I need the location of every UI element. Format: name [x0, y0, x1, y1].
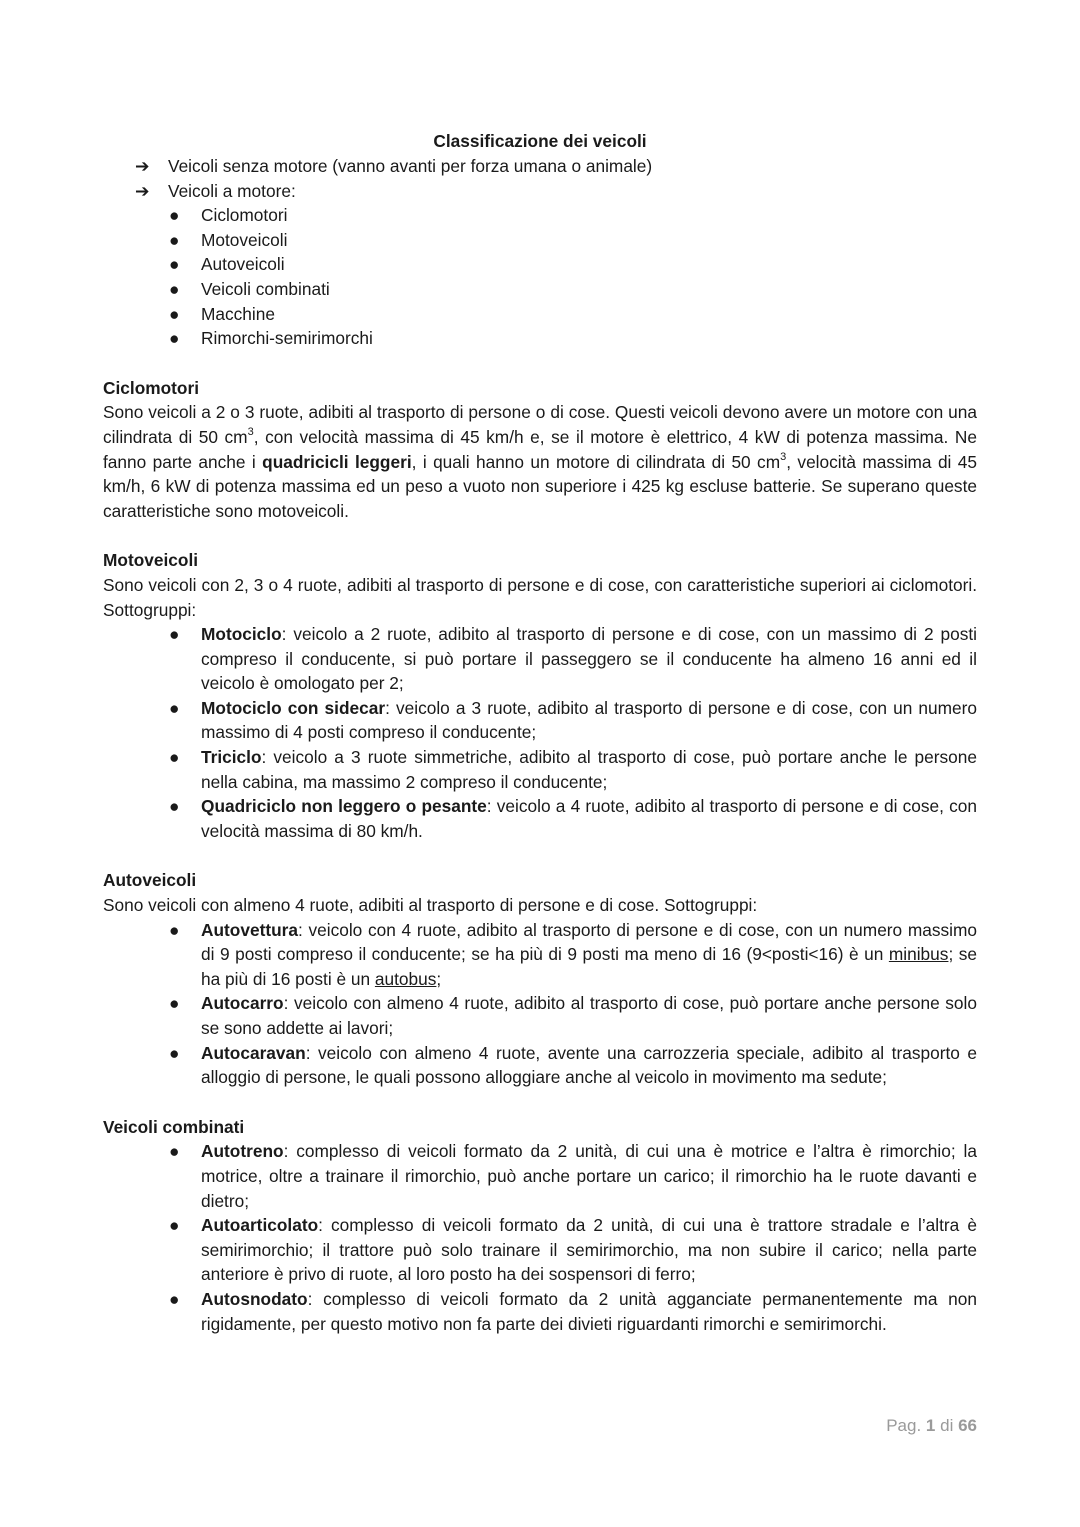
list-item: ● Veicoli combinati — [103, 277, 977, 302]
motor-types-list — [103, 203, 977, 351]
bullet-icon: ● — [169, 1141, 180, 1162]
list-item: ➔ Veicoli a motore: — [103, 179, 977, 204]
bullet-icon: ● — [169, 697, 180, 718]
bullet-icon: ● — [169, 205, 180, 226]
list-item: ● Autoarticolato: complesso di veicoli formato da 2 unità, di cui una è trattore stradale e l’altra è semirimorchio; il trattore può solo trainare il semirimorchio, ma non subire il carico; nella parte anteriore è privo di ruote, al loro posto ha dei sospensori di ferro; — [169, 1215, 977, 1285]
section-paragraph: Sono veicoli a 2 o 3 ruote, adibiti al trasporto di persone o di cose. Questi veicoli devono avere un motore con una cilindrata di 50 $cm^3$, con velocità massima di 45 km/h e, se il motore è elettrico, 4 kW di potenza massima. Ne fanno parte anche i quadricicli leggeri, i quali hanno un motore di cilindrata di 50 $cm^3$, velocità massima di 45 km/h, 6 kW di potenza massima ed un peso a vuoto non superiore i 425 kg escluse batterie. Se superano queste caratteristiche sono motoveicoli. — [103, 402, 978, 521]
section-heading: Motoveicoli — [103, 550, 199, 571]
list-item: ● Motoveicoli — [103, 228, 977, 253]
section-veicoli-combinati — [103, 1115, 977, 1336]
bullet-icon: ● — [169, 1288, 180, 1309]
bullet-icon: ● — [169, 993, 180, 1014]
bullet-icon: ● — [169, 796, 180, 817]
section-autoveicoli — [103, 868, 977, 1089]
list-item: ● Autovettura: veicolo con 4 ruote, adibito al trasporto di persone e di cose, con un numero massimo di 9 posti compreso il conducente; se ha più di 9 posti ma meno di 16 (9<posti<16) è un minibus; se ha più di 16 posti è un autobus; — [169, 919, 978, 989]
list-item: ● Macchine — [103, 302, 977, 327]
subgroup-list — [103, 622, 977, 843]
section-intro: Sono veicoli con 2, 3 o 4 ruote, adibiti al trasporto di persone e di cose, con caratteristiche superiori ai ciclomotori. Sottogruppi: — [103, 574, 977, 620]
list-item: ● Rimorchi-semirimorchi — [103, 326, 977, 351]
list-item: ● Autotreno: complesso di veicoli formato da 2 unità, di cui una è motrice e l’altra è rimorchio; la motrice, oltre a trainare il rimorchio, può anche portare un carico; il rimorchio ha le ruote davanti e dietro; — [169, 1141, 977, 1211]
bullet-icon: ● — [169, 1042, 180, 1063]
document-page — [103, 128, 977, 1336]
list-item: ● Motociclo con sidecar: veicolo a 3 ruote, adibito al trasporto di persone e di cose, con un numero massimo di 4 posti compreso il conducente; — [169, 697, 977, 743]
list-item: ● Triciclo: veicolo a 3 ruote simmetriche, adibito al trasporto di cose, può portare anche le persone nella cabina, ma massimo 2 compreso il conducente; — [169, 747, 977, 792]
arrow-icon: ➔ — [135, 180, 150, 201]
list-item: ● Autoveicoli — [103, 252, 977, 277]
list-item: ➔ Veicoli senza motore (vanno avanti per forza umana o animale) — [103, 154, 977, 179]
bullet-icon: ● — [169, 747, 180, 768]
list-item: ● Ciclomotori — [103, 203, 977, 228]
bullet-icon: ● — [169, 278, 180, 299]
bullet-icon: ● — [169, 303, 180, 324]
page-title: Classificazione dei veicoli — [433, 131, 647, 151]
section-heading: Veicoli combinati — [103, 1116, 245, 1137]
bullet-icon: ● — [169, 254, 180, 275]
list-item: ● Autocaravan: veicolo con almeno 4 ruote, avente una carrozzeria speciale, adibito al trasporto e alloggio di persone, le quali possono alloggiare anche al veicolo in movimento ma sedute; — [169, 1042, 977, 1088]
list-item: ● Autocarro: veicolo con almeno 4 ruote, adibito al trasporto di cose, può portare anche persone solo se sono addette ai lavori; — [169, 993, 977, 1038]
bullet-icon: ● — [169, 1215, 180, 1236]
bullet-icon: ● — [169, 328, 180, 349]
subgroup-list — [103, 918, 977, 1090]
vehicle-categories-list — [103, 154, 977, 203]
section-motoveicoli — [103, 548, 977, 843]
section-ciclomotori — [103, 376, 977, 524]
section-heading: Ciclomotori — [103, 377, 200, 398]
page-number: Pag. 1 di 66 — [886, 1416, 977, 1435]
list-item: ● Quadriciclo non leggero o pesante: veicolo a 4 ruote, adibito al trasporto di persone e di cose, con velocità massima di 80 km/h. — [169, 796, 977, 841]
list-item: ● Autosnodato: complesso di veicoli formato da 2 unità agganciate permanentemente ma non rigidamente, per questo motivo non fa parte dei divieti riguardanti rimorchi e semirimorchi. — [169, 1288, 977, 1334]
arrow-icon: ➔ — [135, 156, 150, 176]
bullet-icon: ● — [169, 624, 180, 645]
bullet-icon: ● — [169, 229, 180, 250]
bullet-icon: ● — [169, 919, 180, 940]
section-heading: Autoveicoli — [103, 870, 197, 891]
list-item: ● Motociclo: veicolo a 2 ruote, adibito al trasporto di persone e di cose, con un massimo di 2 posti compreso il conducente, si può portare il passeggero se il conducente ha almeno 16 anni ed il veicolo è omologato per 2; — [169, 624, 977, 694]
section-intro: Sono veicoli con almeno 4 ruote, adibiti al trasporto di persone e di cose. Sottogruppi: — [103, 895, 758, 916]
subgroup-list — [103, 1139, 977, 1336]
